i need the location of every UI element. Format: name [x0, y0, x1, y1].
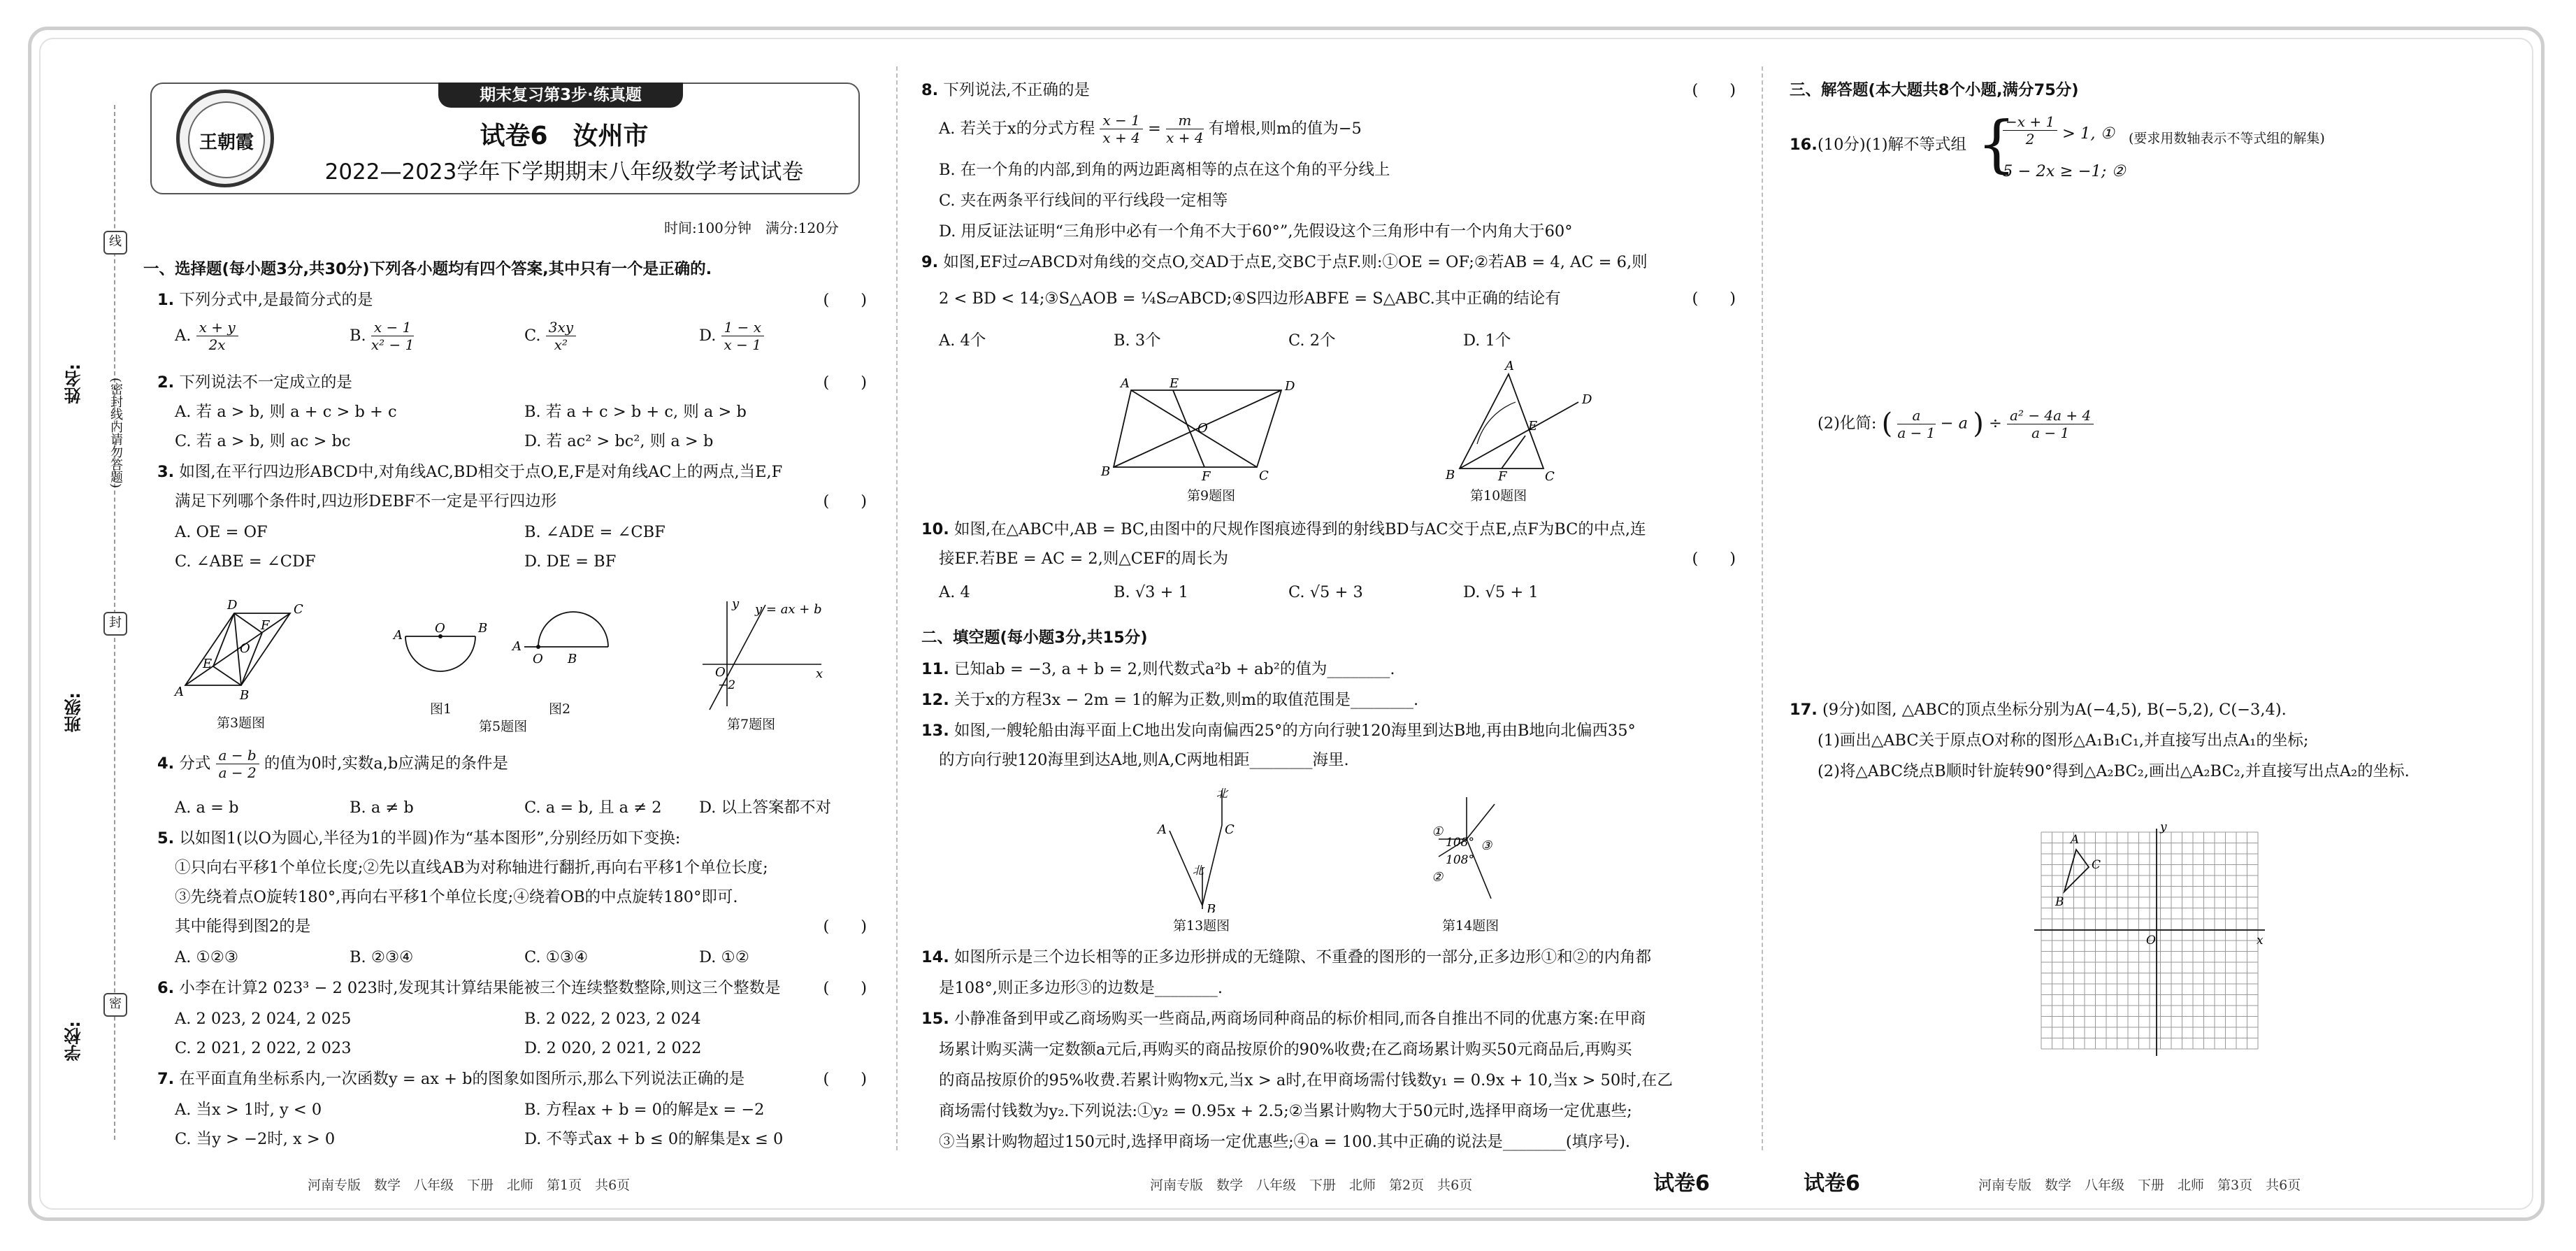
question-5: 5. 以如图1(以O为圆心,半径为1的半圆)作为“基本图形”,分别经历如下变换:: [157, 829, 681, 848]
question-1: [157, 288, 867, 313]
question-4: 4. 分式 $\frac{a - b}{a - 2}$ 的值为0时,实数a,b应满足的条件是: [157, 747, 508, 781]
exam-header: [150, 83, 860, 194]
paper-tag-left: 试卷6: [1804, 1171, 1860, 1196]
caption-fig-14: 第14题图: [1442, 918, 1499, 934]
figure-q14: [1425, 794, 1523, 906]
svg-text:A: A: [512, 639, 521, 654]
figure-q17-grid: [2034, 818, 2272, 1059]
option-d: D. DE = BF: [524, 552, 617, 571]
svg-text:y: y: [732, 598, 740, 611]
q15-line-5: ③当累计购物超过150元时,选择甲商场一定优惠些;④a = 100.其中正确的说法是________(填序号).: [939, 1133, 1631, 1151]
option-d: D. 用反证法证明“三角形中必有一个角不大于60°”,先假设这个三角形中有一个内角大于60°: [939, 222, 1573, 241]
svg-text:D: D: [1285, 379, 1295, 394]
q-text: 下列分式中,是最简分式的是: [179, 291, 373, 309]
option-c: C. $\frac{3xy}{\text{x²}}$: [524, 319, 576, 353]
svg-text:O: O: [533, 652, 543, 666]
question-12: 12. 关于x的方程3x − 2m = 1的解为正数,则m的取值范围是________.: [921, 691, 1419, 709]
q15-line-2: 场累计购买满一定数额a元后,再购买的商品按原价的90%收费;在乙商场累计购买50元商品后,再购买: [939, 1041, 1632, 1059]
svg-text:北: 北: [1216, 787, 1228, 800]
option-c: C. a = b, 且 a ≠ 2: [524, 799, 662, 817]
svg-text:O: O: [1197, 421, 1208, 436]
svg-text:A: A: [2071, 833, 2080, 847]
option-a: A. 若关于x的分式方程 $\frac{x - 1}{x + 4}$ = $\frac{m}{x + 4}$ 有增根,则m的值为−5: [939, 112, 1362, 146]
answer-paren: ( ): [823, 291, 867, 309]
seal-mark-feng: 封: [103, 612, 127, 636]
answer-paren: ( ): [823, 917, 867, 936]
answer-paren: ( ): [1692, 550, 1736, 568]
svg-text:O: O: [715, 665, 726, 680]
q15-line-3: 的商品按原价的95%收费.若累计购物x元,当x > a时,在甲商场需付钱数y₁ = 0.9x + 10,当x > 50时,在乙: [939, 1071, 1673, 1089]
q5-line-4: 其中能得到图2的是 ( ): [175, 915, 867, 939]
caption-fig-5-1: 图1: [430, 701, 452, 717]
svg-text:B: B: [1446, 468, 1455, 482]
column-divider-2: [1762, 66, 1763, 1150]
seal-tip: (密封线内请勿答题): [108, 378, 123, 489]
option-d: D. 2 020, 2 021, 2 022: [524, 1039, 702, 1057]
svg-text:F: F: [1498, 469, 1507, 484]
seal-mark-mi: 密: [103, 993, 127, 1017]
svg-text:C: C: [1545, 469, 1555, 484]
name-label: 姓名:: [64, 364, 84, 404]
option-b: B. 方程ax + b = 0的解是x = −2: [524, 1101, 765, 1119]
question-16: 16. (10分)(1)解不等式组 { −x + 1 2 > 1, ① 5 − 2x ≥ −1; ② (要求用数轴表示不等式组的解集): [1790, 108, 2325, 180]
option-a: A. 4个: [939, 331, 986, 350]
publisher-logo: [176, 90, 274, 187]
answer-paren: ( ): [823, 979, 867, 997]
svg-text:A: A: [394, 628, 403, 643]
question-14-cont: 是108°,则正多边形③的边数是________.: [939, 979, 1223, 997]
figure-q7: [689, 598, 828, 713]
q15-line-4: 商场需付钱数为y₂.下列说法:①y₂ = 0.95x + 2.5;②当累计购物大于50元时,选择甲商场一定优惠些;: [939, 1102, 1632, 1120]
paper-tag-right: 试卷6: [1653, 1171, 1710, 1196]
svg-text:B: B: [1101, 464, 1111, 479]
footer-page-2: 河南专版 数学 八年级 下册 北师 第2页 共6页: [1150, 1178, 1473, 1193]
school-label: 学校:: [64, 1021, 84, 1061]
option-c: C. 若 a > b, 则 ac > bc: [175, 432, 351, 450]
figure-q13: [1152, 783, 1257, 913]
option-a: A. 若 a > b, 则 a + c > b + c: [175, 403, 397, 421]
question-9-cont: 2 < BD < 14;③S△AOB = ¼S▱ABCD;④S四边形ABFE = S△ABC.其中正确的结论有 ( ): [939, 287, 1736, 311]
svg-text:C: C: [1225, 822, 1235, 837]
svg-text:E: E: [1528, 419, 1538, 434]
option-b: B. $\frac{x - 1}{\text{x² − 1}}$: [350, 319, 415, 353]
option-b: B. 在一个角的内部,到角的两边距离相等的点在这个角的平分线上: [939, 161, 1390, 179]
option-c: C. 当y > −2时, x > 0: [175, 1130, 336, 1148]
question-10: 10. 如图,在△ABC中,AB = BC,由图中的尺规作图痕迹得到的射线BD与AC交于点E,点F为BC的中点,连: [921, 520, 1646, 538]
option-a: A. 当x > 1时, y < 0: [175, 1101, 322, 1119]
figure-5-1: [391, 622, 489, 699]
option-a: A. $\frac{x + y}{2x}$: [175, 319, 238, 353]
svg-text:B: B: [1207, 902, 1216, 913]
option-d: D. $\frac{1 - x}{x - 1}$: [699, 319, 764, 353]
svg-text:B: B: [478, 622, 488, 636]
question-7: 7. 在平面直角坐标系内,一次函数y = ax + b的图象如图所示,那么下列说法正确的是 ( ): [157, 1067, 867, 1092]
option-a: A. ①②③: [175, 948, 239, 966]
logo-text: 王朝霞: [199, 132, 254, 153]
section-2-title: 二、填空题(每小题3分,共15分): [921, 629, 1148, 647]
svg-text:B: B: [240, 688, 250, 703]
question-3: 3. 如图,在平行四边形ABCD中,对角线AC,BD相交于点O,E,F是对角线AC上的两点,当E,F: [157, 463, 783, 481]
svg-text:x: x: [2257, 934, 2264, 948]
question-6: 6. 小李在计算2 023³ − 2 023时,发现其计算结果能被三个连续整数整除,则这三个整数是 ( ): [157, 976, 867, 1001]
option-b: B. √3 + 1: [1114, 583, 1188, 601]
section-3-title: 三、解答题(本大题共8个小题,满分75分): [1790, 81, 2079, 99]
question-13: 13. 如图,一艘轮船由海平面上C地出发向南偏西25°的方向行驶120海里到达B地,再由B地向北偏西35°: [921, 722, 1636, 740]
footer-page-3: 河南专版 数学 八年级 下册 北师 第3页 共6页: [1978, 1178, 2301, 1193]
svg-text:D: D: [227, 598, 238, 613]
exam-title: 试卷6 汝州市: [480, 122, 649, 150]
svg-text:B: B: [2055, 895, 2064, 909]
exam-subtitle: 2022—2023学年下学期期末八年级数学考试试卷: [324, 159, 804, 185]
svg-text:③: ③: [1481, 838, 1492, 853]
figure-q9: [1100, 378, 1309, 482]
binding-sidebar: [62, 105, 123, 1140]
figure-5-2: [510, 608, 622, 699]
question-10-cont: 接EF.若BE = AC = 2,则△CEF的周长为 ( ): [939, 547, 1736, 571]
caption-fig-5: 第5题图: [479, 719, 528, 734]
question-9: 9. 如图,EF过▱ABCD对角线的交点O,交AD于点E,交BC于点F.则:①OE = OF;②若AB = 4, AC = 6,则: [921, 253, 1648, 271]
svg-text:A: A: [1121, 378, 1130, 391]
caption-fig-9: 第9题图: [1187, 488, 1236, 503]
option-b: B. 3个: [1114, 331, 1161, 350]
answer-paren: ( ): [823, 1070, 867, 1088]
option-d: D. 若 ac² > bc², 则 a > b: [524, 432, 714, 450]
option-c: C. ①③④: [524, 948, 589, 966]
svg-text:−2: −2: [718, 678, 736, 692]
svg-text:①: ①: [1432, 824, 1444, 839]
q5-line-3: ③先绕着点O旋转180°,再向右平移1个单位长度;④绕着OB的中点旋转180°即可.: [175, 888, 738, 906]
svg-text:108°: 108°: [1446, 853, 1474, 867]
caption-fig-7: 第7题图: [727, 717, 776, 732]
option-d: D. 不等式ax + b ≤ 0的解集是x ≤ 0: [524, 1130, 784, 1148]
question-3-cont: 满足下列哪个条件时,四边形DEBF不一定是平行四边形 ( ): [175, 489, 867, 514]
question-15: 15. 小静准备到甲或乙商场购买一些商品,两商场同种商品的标价相同,而各自推出不同的优惠方案:在甲商: [921, 1010, 1646, 1028]
svg-text:O: O: [2146, 934, 2156, 948]
option-d: D. 以上答案都不对: [699, 799, 832, 817]
question-13-cont: 的方向行驶120海里到达A地,则A,C两地相距________海里.: [939, 751, 1349, 769]
question-2: 2. 下列说法不一定成立的是 ( ): [157, 371, 867, 395]
q5-line-2: ①只向右平移1个单位长度;②先以直线AB为对称轴进行翻折,再向右平移1个单位长度;: [175, 859, 768, 877]
option-b: B. ②③④: [350, 948, 414, 966]
time-score-line: 时间:100分钟 满分:120分: [664, 220, 839, 236]
option-a: A. a = b: [175, 799, 239, 817]
answer-paren: ( ): [823, 492, 867, 510]
svg-text:北: 北: [1193, 864, 1204, 877]
svg-text:E: E: [203, 657, 213, 671]
option-b: B. a ≠ b: [350, 799, 414, 817]
svg-text:E: E: [1170, 378, 1179, 391]
option-b: B. 若 a + c > b + c, 则 a > b: [524, 403, 747, 421]
option-d: D. 1个: [1463, 331, 1511, 350]
q16-note: (要求用数轴表示不等式组的解集): [2129, 131, 2325, 146]
answer-paren: ( ): [1692, 289, 1736, 308]
question-8: 8. 下列说法,不正确的是 ( ): [921, 78, 1736, 103]
option-c: C. ∠ABE = ∠CDF: [175, 552, 316, 571]
option-a: A. OE = OF: [175, 523, 268, 541]
q17-part2: (2)将△ABC绕点B顺时针旋转90°得到△A₂BC₂,画出△A₂BC₂,并直接写出点A₂的坐标.: [1818, 762, 2410, 780]
caption-fig-13: 第13题图: [1173, 918, 1230, 934]
svg-text:O: O: [240, 641, 250, 656]
svg-text:F: F: [261, 618, 270, 633]
svg-text:A: A: [1505, 360, 1514, 373]
option-a: A. 2 023, 2 024, 2 025: [175, 1010, 352, 1028]
svg-text:F: F: [1202, 469, 1211, 482]
svg-text:C: C: [2092, 858, 2101, 872]
option-b: B. 2 022, 2 023, 2 024: [524, 1010, 701, 1028]
answer-paren: ( ): [1692, 81, 1736, 99]
figure-q3: [171, 598, 311, 710]
caption-fig-3: 第3题图: [217, 715, 266, 731]
svg-text:x: x: [816, 666, 823, 681]
svg-text:B: B: [568, 652, 577, 666]
svg-text:y: y: [2160, 820, 2167, 834]
caption-fig-10: 第10题图: [1470, 488, 1527, 503]
q17-part1: (1)画出△ABC关于原点O对称的图形△A₁B₁C₁,并直接写出点A₁的坐标;: [1818, 731, 2309, 750]
option-c: C. 夹在两条平行线间的平行线段一定相等: [939, 192, 1228, 210]
option-c: C. √5 + 3: [1288, 583, 1363, 601]
question-17: 17. (9分)如图, △ABC的顶点坐标分别为A(−4,5), B(−5,2), C(−3,4).: [1790, 701, 2287, 719]
svg-text:y = ax + b: y = ax + b: [755, 602, 822, 617]
section-1-title: 一、选择题(每小题3分,共30分)下列各小题均有四个答案,其中只有一个是正确的.: [143, 260, 712, 278]
question-16-part2: (2)化简: ( $\frac{a}{a - 1}$ − a ) ÷ $\frac{\text{a² − 4a + 4}}{a - 1}$: [1818, 402, 2094, 445]
option-a: A. 4: [939, 583, 970, 601]
svg-text:C: C: [1259, 469, 1269, 482]
svg-text:A: A: [175, 685, 184, 699]
question-11: 11. 已知ab = −3, a + b = 2,则代数式a²b + ab²的值为________.: [921, 660, 1395, 678]
column-divider-1: [896, 66, 898, 1150]
q1-options: [175, 319, 867, 361]
review-banner: 期末复习第3步·练真题: [438, 83, 683, 108]
option-c: C. 2个: [1288, 331, 1336, 350]
option-d: D. √5 + 1: [1463, 583, 1539, 601]
question-14: 14. 如图所示是三个边长相等的正多边形拼成的无缝隙、不重叠的图形的一部分,正多边形①和②的内角都: [921, 948, 1652, 966]
svg-text:A: A: [1158, 822, 1167, 837]
class-label: 班级:: [64, 692, 84, 733]
seal-mark-xian: 线: [103, 231, 127, 255]
svg-text:108°: 108°: [1446, 836, 1474, 850]
svg-text:O: O: [435, 622, 445, 636]
svg-text:D: D: [1582, 392, 1592, 407]
q-number: 1.: [157, 291, 175, 309]
caption-fig-5-2: 图2: [549, 701, 571, 717]
answer-paren: ( ): [823, 373, 867, 392]
option-b: B. ∠ADE = ∠CBF: [524, 523, 665, 541]
option-d: D. ①②: [699, 948, 749, 966]
figure-q10: [1439, 360, 1606, 486]
footer-page-1: 河南专版 数学 八年级 下册 北师 第1页 共6页: [308, 1178, 631, 1193]
svg-text:②: ②: [1432, 870, 1444, 885]
option-c: C. 2 021, 2 022, 2 023: [175, 1039, 352, 1057]
svg-text:C: C: [294, 602, 303, 617]
